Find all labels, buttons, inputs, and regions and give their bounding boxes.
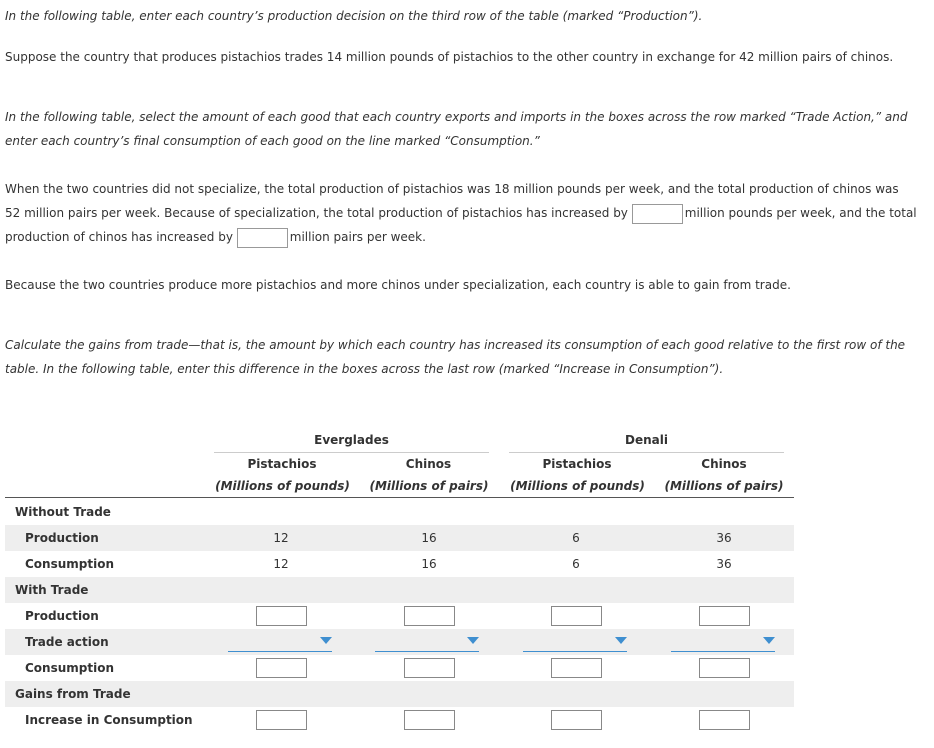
section-label-gains-from-trade: Gains from Trade xyxy=(15,687,131,701)
section-row-without-trade xyxy=(5,499,794,525)
header-bottom-rule xyxy=(5,497,794,498)
chevron-down-icon xyxy=(763,637,775,644)
value-without-production-everglades-pistachios: 12 xyxy=(273,531,289,545)
dropdown-trade-everglades-chinos[interactable] xyxy=(375,634,479,652)
input-production-denali-chinos[interactable] xyxy=(699,606,750,626)
input-consumption-denali-pistachios[interactable] xyxy=(551,658,602,678)
row-with-consumption xyxy=(5,655,794,681)
input-increase-denali-chinos[interactable] xyxy=(699,710,750,730)
value-without-production-denali-chinos: 36 xyxy=(716,531,732,545)
input-production-denali-pistachios[interactable] xyxy=(551,606,602,626)
country-header-everglades: Everglades xyxy=(314,433,389,447)
dropdown-trade-denali-pistachios[interactable] xyxy=(523,634,627,652)
dropdown-underline xyxy=(671,651,775,652)
chinos-increase-input[interactable] xyxy=(237,228,288,248)
denali-header-rule xyxy=(509,452,784,453)
input-increase-everglades-pistachios[interactable] xyxy=(256,710,307,730)
input-production-everglades-chinos[interactable] xyxy=(404,606,455,626)
spec-line2 xyxy=(5,201,925,225)
spec-line3-text-b: million pairs per week. xyxy=(289,230,426,244)
spec-line1: When the two countries did not specialize, the total production of pistachios was 18 million pounds per week, and the total production of chinos was xyxy=(5,182,899,196)
row-label-trade-action: Trade action xyxy=(25,635,109,649)
input-production-everglades-pistachios[interactable] xyxy=(256,606,307,626)
chevron-down-icon xyxy=(615,637,627,644)
section-row-gains xyxy=(5,681,794,707)
spec-line3-text-a: production of chinos has increased by xyxy=(5,230,233,244)
row-label-increase: Increase in Consumption xyxy=(25,713,193,727)
instruction-trade xyxy=(5,105,925,153)
section-label-without-trade: Without Trade xyxy=(15,505,111,519)
value-without-consumption-everglades-chinos: 16 xyxy=(421,557,437,571)
row-with-production xyxy=(5,603,794,629)
value-without-consumption-everglades-pistachios: 12 xyxy=(273,557,289,571)
instruction-production: In the following table, enter each country’s production decision on the third row of the table (marked “Production”). xyxy=(5,9,703,23)
country-header-denali: Denali xyxy=(625,433,668,447)
col-header-denali-pistachios: Pistachios xyxy=(542,457,612,471)
value-without-consumption-denali-pistachios: 6 xyxy=(572,557,580,571)
dropdown-underline xyxy=(523,651,627,652)
row-without-consumption xyxy=(5,551,794,577)
unit-denali-chinos: (Millions of pairs) xyxy=(664,479,784,493)
dropdown-trade-everglades-pistachios[interactable] xyxy=(228,634,332,652)
col-header-denali-chinos: Chinos xyxy=(701,457,747,471)
unit-everglades-pistachios: (Millions of pounds) xyxy=(215,479,350,493)
specialization-paragraph xyxy=(5,177,925,249)
chevron-down-icon xyxy=(467,637,479,644)
unit-everglades-chinos: (Millions of pairs) xyxy=(369,479,489,493)
row-increase-in-consumption xyxy=(5,707,794,733)
chevron-down-icon xyxy=(320,637,332,644)
input-increase-everglades-chinos[interactable] xyxy=(404,710,455,730)
spec-line3 xyxy=(5,225,925,249)
input-consumption-denali-chinos[interactable] xyxy=(699,658,750,678)
instruction-suppose: Suppose the country that produces pistachios trades 14 million pounds of pistachios to the other country in exchange for 42 million pairs of chinos. xyxy=(5,50,894,64)
row-label-consumption: Consumption xyxy=(25,661,115,675)
spec-line2-text-a: 52 million pairs per week. Because of specialization, the total production of pistachios has increased by xyxy=(5,206,628,220)
instruction-calc xyxy=(5,333,925,381)
dropdown-underline xyxy=(228,651,332,652)
col-header-everglades-pistachios: Pistachios xyxy=(247,457,317,471)
instruction-trade-line2: enter each country’s final consumption of each good on the line marked “Consumption.” xyxy=(5,134,540,148)
value-without-production-everglades-chinos: 16 xyxy=(421,531,437,545)
input-consumption-everglades-pistachios[interactable] xyxy=(256,658,307,678)
row-label-consumption: Consumption xyxy=(25,557,115,571)
calc-line2: table. In the following table, enter this difference in the boxes across the last row (marked “Increase in Consumption”). xyxy=(5,362,724,376)
row-without-production xyxy=(5,525,794,551)
dropdown-trade-denali-chinos[interactable] xyxy=(671,634,775,652)
calc-line1: Calculate the gains from trade—that is, the amount by which each country has increased its consumption of each good relative to the first row of the xyxy=(5,338,906,352)
pistachio-increase-input[interactable] xyxy=(632,204,683,224)
value-without-consumption-denali-chinos: 36 xyxy=(716,557,732,571)
row-label-production: Production xyxy=(25,531,99,545)
row-trade-action xyxy=(5,629,794,655)
everglades-header-rule xyxy=(214,452,489,453)
section-row-with-trade xyxy=(5,577,794,603)
col-header-everglades-chinos: Chinos xyxy=(405,457,452,471)
input-increase-denali-pistachios[interactable] xyxy=(551,710,602,730)
dropdown-underline xyxy=(375,651,479,652)
unit-denali-pistachios: (Millions of pounds) xyxy=(510,479,645,493)
instruction-trade-line1: In the following table, select the amount of each good that each country exports and imports in the boxes across the row marked “Trade Action,” and xyxy=(5,110,908,124)
value-without-production-denali-pistachios: 6 xyxy=(572,531,580,545)
instruction-because: Because the two countries produce more pistachios and more chinos under specialization, each country is able to gain from trade. xyxy=(5,278,791,292)
section-label-with-trade: With Trade xyxy=(15,583,89,597)
input-consumption-everglades-chinos[interactable] xyxy=(404,658,455,678)
row-label-production: Production xyxy=(25,609,99,623)
spec-line2-text-b: million pounds per week, and the total xyxy=(684,206,917,220)
